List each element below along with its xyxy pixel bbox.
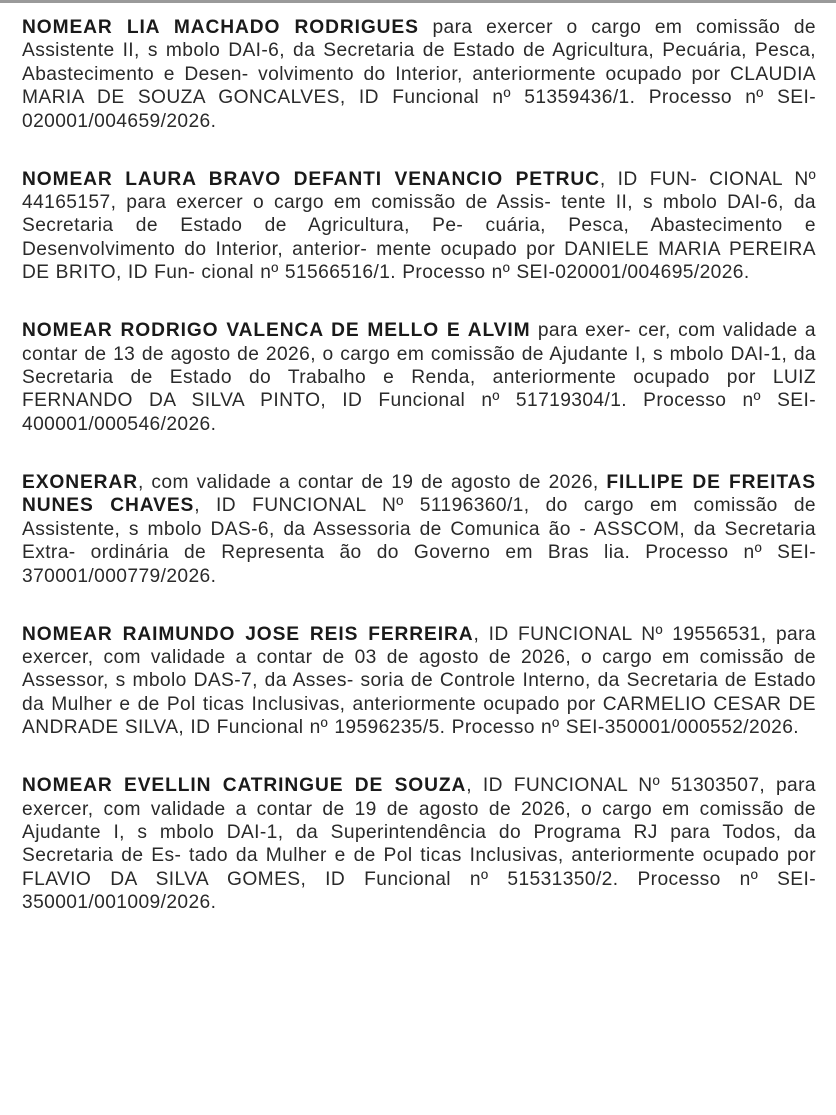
act-body: , ID FUNCIONAL Nº 19556531, para exercer, com validade a contar de 03 de agosto de 2026, o cargo em comissão de Assessor, s mbolo DAS-7, da Asses- soria de Controle Interno, da Secretaria de Estado da Mulher e de Pol ticas Inclusivas, anteriormente ocupado por CARMELIO CESAR DE ANDRADE SILVA, ID Funcional nº 19596235/5. Processo nº SEI-350001/000552/2026.: [22, 623, 816, 739]
act-entry-1: [22, 16, 816, 133]
act-body: , com validade a contar de 19 de agosto de 2026,: [137, 471, 607, 493]
act-lead: NOMEAR LAURA BRAVO DEFANTI VENANCIO PETRUC: [22, 168, 600, 190]
act-entry-3: [22, 319, 816, 436]
act-body: para exer- cer, com validade a contar de 13 de agosto de 2026, o cargo em comissão de Ajudante I, s mbolo DAI-1, da Secretaria de Estado do Trabalho e Renda, anteriormente ocupado por LUIZ FERNANDO DA SILVA PINTO, ID Funcional nº 51719304/1. Processo nº SEI-400001/000546/2026.: [22, 320, 816, 435]
top-divider: [0, 0, 836, 3]
act-body: , ID FUN- CIONAL Nº 44165157, para exercer o cargo em comissão de Assis- tente II, s mbolo DAI-6, da Secretaria de Estado de Agricultura, Pe- cuária, Pesca, Abastecimento e Desenvolvimento do Interior, anterior- mente ocupado por DANIELE MARIA PEREIRA DE BRITO, ID Fun- cional nº 51566516/1. Processo nº SEI-020001/004695/2026.: [22, 168, 817, 284]
official-gazette-acts: [22, 16, 816, 915]
act-entry-6: [22, 774, 816, 914]
act-entry-4: [22, 471, 816, 588]
act-entry-2: [22, 168, 816, 285]
act-lead-name: FILLIPE DE FREITAS NUNES CHAVES: [22, 471, 816, 517]
act-lead: NOMEAR LIA MACHADO RODRIGUES: [22, 17, 419, 38]
act-entry-5: [22, 623, 816, 740]
act-lead: NOMEAR RODRIGO VALENCA DE MELLO E ALVIM: [22, 320, 531, 342]
act-body-continued: , ID FUNCIONAL Nº 51196360/1, do cargo em comissão de Assistente, s mbolo DAS-6, da Assessoria de Comunica ão - ASSCOM, da Secretaria Extra- ordinária de Representa ão do Governo em Bras lia. Processo nº SEI-370001/000779/2026.: [22, 495, 816, 587]
act-lead: EXONERAR: [22, 471, 138, 493]
act-lead: NOMEAR RAIMUNDO JOSE REIS FERREIRA: [22, 623, 474, 645]
act-lead: NOMEAR EVELLIN CATRINGUE DE SOUZA: [22, 775, 467, 797]
act-body: para exercer o cargo em comissão de Assistente II, s mbolo DAI-6, da Secretaria de Estado de Agricultura, Pecuária, Pesca, Abastecimento e Desen- volvimento do Interior, anteriormente ocupado por CLAUDIA MARIA DE SOUZA GONCALVES, ID Funcional nº 51359436/1. Processo nº SEI-020001/004659/2026.: [22, 17, 816, 132]
act-body: , ID FUNCIONAL Nº 51303507, para exercer, com validade a contar de 19 de agosto de 2026, o cargo em comissão de Ajudante I, s mbolo DAI-1, da Superintendência do Programa RJ para Todos, da Secretaria de Es- tado da Mulher e de Pol ticas Inclusivas, anteriormente ocupado por FLAVIO DA SILVA GOMES, ID Funcional nº 51531350/2. Processo nº SEI-350001/001009/2026.: [22, 775, 816, 914]
